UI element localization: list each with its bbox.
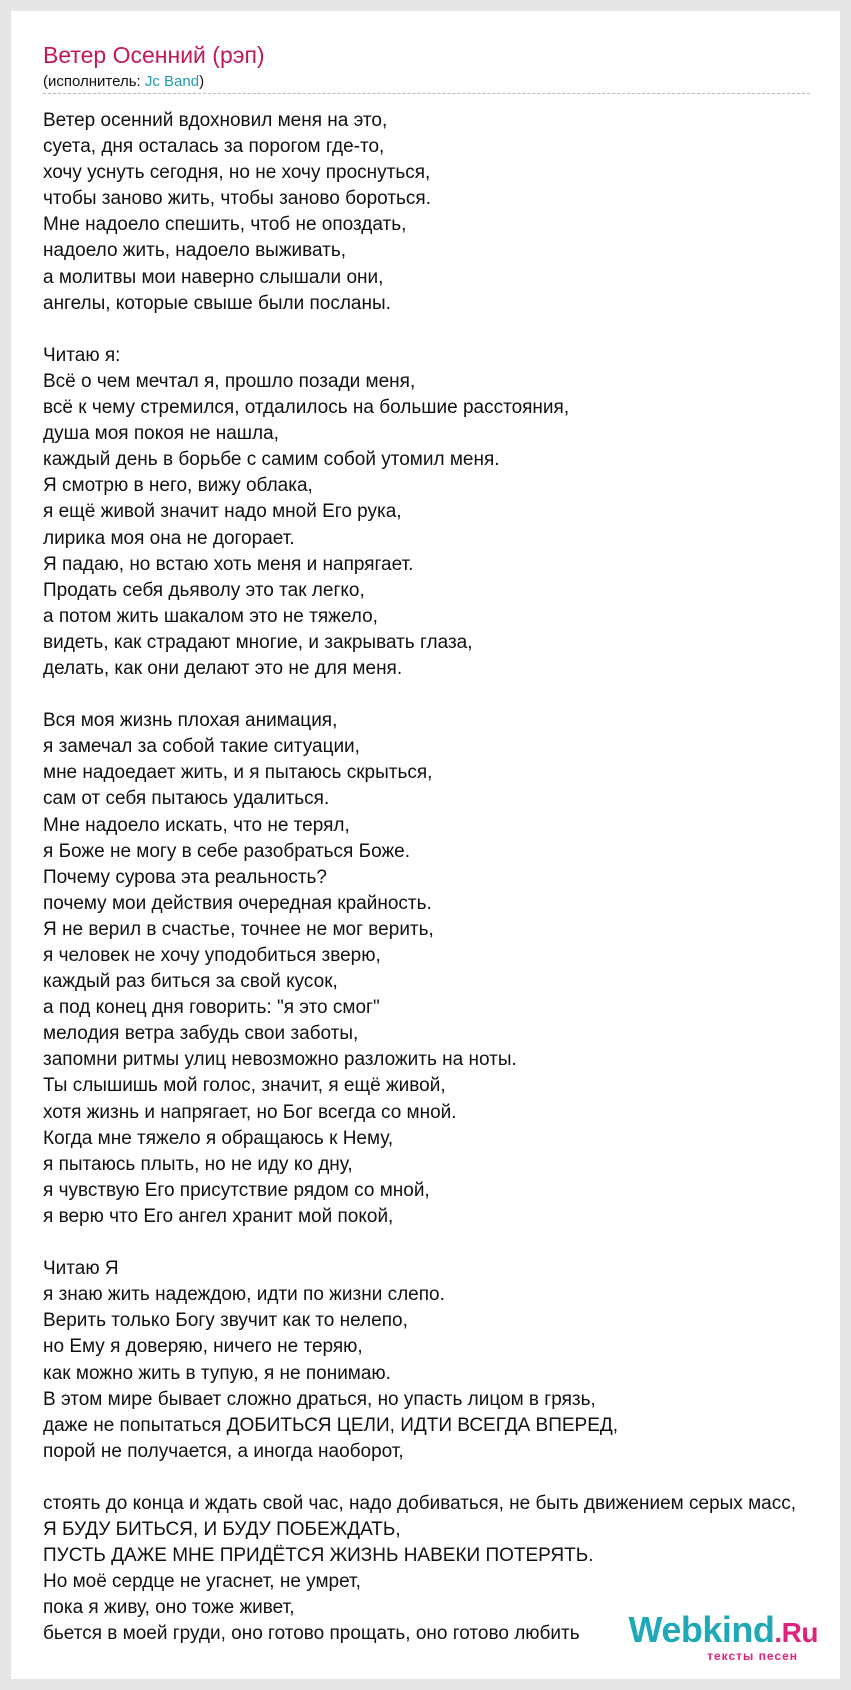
lyrics-line: каждый день в борьбе с самим собой утомил меня. [43,449,500,471]
lyrics-line: я Боже не могу в себе разобраться Боже. [43,840,410,862]
watermark-tagline: тексты песен [707,1649,798,1663]
lyrics-line: Всё о чем мечтал я, прошло позади меня, [43,370,416,392]
lyrics-line: Читаю Я [43,1258,119,1280]
lyrics-line: Я падаю, но встаю хоть меня и напрягает. [43,553,414,575]
lyrics-line: видеть, как страдают многие, и закрывать глаза, [43,631,473,653]
lyrics-line: пока я живу, оно тоже живет, [43,1597,295,1619]
lyrics-line: порой не получается, а иногда наоборот, [43,1440,404,1462]
lyrics-line: а потом жить шакалом это не тяжело, [43,605,378,627]
lyrics-blank-line [43,1465,840,1491]
lyrics-line: В этом мире бывает сложно драться, но упасть лицом в грязь, [43,1388,596,1410]
lyrics-line: суета, дня осталась за порогом где-то, [43,136,385,158]
lyrics-line: сам от себя пытаюсь удалиться. [43,788,330,810]
song-title: Ветер Осенний (рэп) [43,42,265,68]
lyrics-line: Почему сурова эта реальность? [43,866,327,888]
lyrics-line: мне надоедает жить, и я пытаюсь скрыться, [43,762,433,784]
lyrics-line: делать, как они делают это не для меня. [43,657,403,679]
artist-prefix: (исполнитель: [43,73,145,90]
lyrics-line: Читаю я: [43,344,121,366]
lyrics-line: стоять до конца и ждать свой час, надо добиваться, не быть движением серых масс, [43,1492,796,1514]
lyrics-line: Мне надоело искать, что не терял, [43,814,350,836]
lyrics-line: я человек не хочу уподобиться зверю, [43,945,381,966]
lyrics-text [43,108,840,1648]
lyrics-line: Когда мне тяжело я обращаюсь к Нему, [43,1127,394,1149]
lyrics-blank-line [43,682,840,708]
watermark-brand-main: Webkind [628,1609,775,1650]
lyrics-line: Продать себя дьяволу это так легко, [43,579,365,601]
artist-line [43,73,204,90]
watermark-brand-tld: .Ru [774,1617,818,1648]
lyrics-line: ангелы, которые свыше были посланы. [43,292,391,314]
lyrics-line: лирика моя она не догорает. [43,527,295,549]
lyrics-line: Ты слышишь мой голос, значит, я ещё живой, [43,1075,446,1097]
lyrics-line: ПУСТЬ ДАЖЕ МНЕ ПРИДЁТСЯ ЖИЗНЬ НАВЕКИ ПОТЕРЯТЬ. [43,1545,594,1567]
lyrics-line: даже не попытаться ДОБИТЬСЯ ЦЕЛИ, ИДТИ ВСЕГДА ВПЕРЕД, [43,1414,619,1436]
lyrics-line: мелодия ветра забудь свои заботы, [43,1023,359,1045]
lyrics-line: бьется в моей груди, оно готово прощать, оно готово любить [43,1623,580,1645]
lyrics-line: душа моя покоя не нашла, [43,423,279,445]
lyrics-line: я ещё живой значит надо мной Его рука, [43,501,402,523]
lyrics-line: Я не верил в счастье, точнее не мог верить, [43,918,434,940]
webkind-watermark [628,1609,818,1663]
lyrics-line: запомни ритмы улиц невозможно разложить на ноты. [43,1049,517,1071]
lyrics-line: я верю что Его ангел хранит мой покой, [43,1205,394,1227]
header-divider [43,93,810,94]
lyrics-line: Я смотрю в него, вижу облака, [43,475,313,497]
lyrics-line: Ветер осенний вдохновил меня на это, [43,110,388,131]
lyrics-line: каждый раз биться за свой кусок, [43,971,338,993]
lyrics-page [11,11,840,1679]
lyrics-blank-line [43,317,840,343]
lyrics-line: почему мои действия очередная крайность. [43,892,432,914]
lyrics-line: Я БУДУ БИТЬСЯ, И БУДУ ПОБЕЖДАТЬ, [43,1519,401,1541]
artist-suffix: ) [199,73,205,90]
lyrics-line: Вся моя жизнь плохая анимация, [43,710,338,732]
lyrics-line: но Ему я доверяю, ничего не теряю, [43,1336,363,1358]
lyrics-line: а под конец дня говорить: "я это смог" [43,997,380,1019]
lyrics-blank-line [43,1230,840,1256]
lyrics-line: хочу уснуть сегодня, но не хочу проснуться, [43,162,431,184]
lyrics-line: всё к чему стремился, отдалилось на большие расстояния, [43,397,570,419]
lyrics-line: надоело жить, надоело выживать, [43,240,347,262]
lyrics-line: а молитвы мои наверно слышали они, [43,266,384,288]
artist-link[interactable]: Jc Band [144,73,200,90]
lyrics-line: Но моё сердце не угаснет, не умрет, [43,1571,361,1593]
lyrics-line: я чувствую Его присутствие рядом со мной, [43,1179,430,1201]
watermark-logo [628,1609,818,1651]
lyrics-line: хотя жизнь и напрягает, но Бог всегда со мной. [43,1101,457,1123]
lyrics-line: как можно жить в тупую, я не понимаю. [43,1362,391,1384]
lyrics-line: Верить только Богу звучит как то нелепо, [43,1310,408,1332]
lyrics-line: чтобы заново жить, чтобы заново бороться. [43,188,431,210]
lyrics-line: я знаю жить надеждою, идти по жизни слепо. [43,1284,445,1306]
lyrics-line: я пытаюсь плыть, но не иду ко дну, [43,1153,353,1175]
lyrics-line: Мне надоело спешить, чтоб не опоздать, [43,214,407,236]
lyrics-line: я замечал за собой такие ситуации, [43,736,360,758]
